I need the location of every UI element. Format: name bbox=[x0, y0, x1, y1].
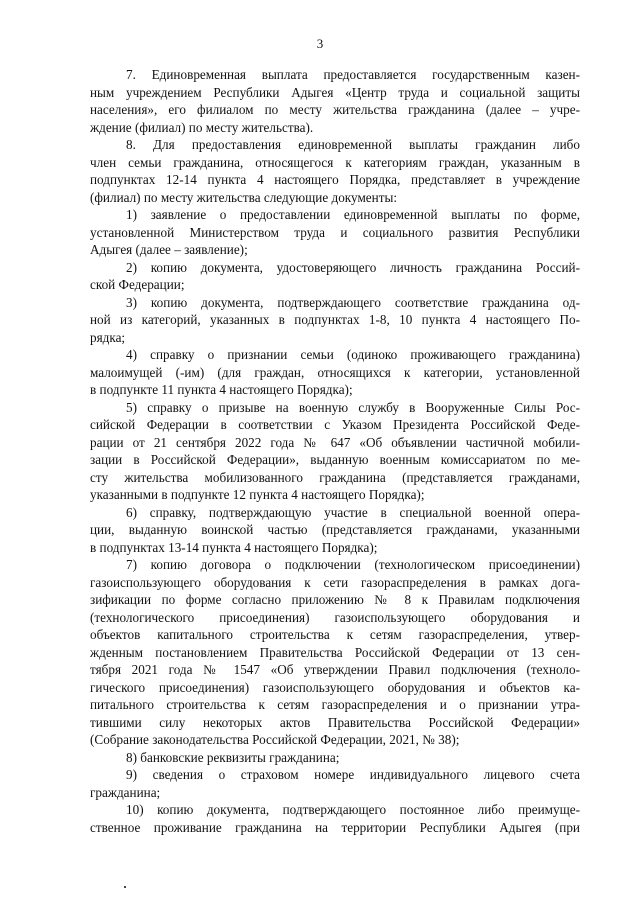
text-line: 7. Единовременная выплата предоставляется государственным казен- bbox=[126, 67, 580, 82]
text-line: тября 2021 года № 1547 «Об утверждении Правил подключения (техноло- bbox=[90, 662, 580, 677]
text-line: ждение (филиал) по месту жительства). bbox=[90, 119, 314, 135]
text-line: рядка; bbox=[90, 329, 126, 345]
text-line: ской Федерации; bbox=[90, 277, 185, 292]
text-line: Адыгея (далее – заявление); bbox=[90, 242, 248, 257]
text-line: (филиал) по месту жительства следующие документы: bbox=[90, 189, 397, 205]
text-line: населения», его филиалом по месту жительства гражданина (далее – учре- bbox=[90, 102, 580, 117]
text-line: член семьи гражданина, относящегося к категориям граждан, указанным в bbox=[90, 154, 580, 170]
text-line: питального строительства к сетям газораспределения и о признании утра- bbox=[90, 697, 580, 712]
text-line: ной из категорий, указанных в подпунктах 1-8, 10 пункта 4 настоящего По- bbox=[90, 312, 580, 327]
text-line: сийской Федерации в соответствии с Указом Президента Российской Феде- bbox=[90, 417, 580, 432]
text-line: ции, выданную воинской частью (представляется гражданами, указанными bbox=[90, 522, 580, 537]
text-line: газоиспользующего оборудования к сети газораспределения в рамках дога- bbox=[90, 574, 580, 590]
text-line: 3) копию документа, подтверждающего соответствие гражданина од- bbox=[126, 294, 580, 310]
page-number: 3 bbox=[316, 36, 324, 51]
text-line: установленной Министерством труда и социального развития Республики bbox=[90, 224, 580, 240]
text-line: в подпункте 11 пункта 4 настоящего Порядка); bbox=[90, 382, 353, 397]
text-line: (Собрание законодательства Российской Федерации, 2021, № 38); bbox=[90, 732, 460, 747]
text-line: 8. Для предоставления единовременной выплаты гражданин либо bbox=[126, 137, 580, 152]
text-line: 9) сведения о страховом номере индивидуального лицевого счета bbox=[126, 767, 580, 782]
text-line: ственное проживание гражданина на территории Республики Адыгея (при bbox=[90, 819, 580, 835]
text-line: 2) копию документа, удостоверяющего личность гражданина Россий- bbox=[126, 259, 580, 275]
scan-speck bbox=[124, 886, 126, 888]
text-line: подпунктах 12-14 пункта 4 настоящего Порядка, представляет в учреждение bbox=[90, 172, 580, 187]
text-line: тившими силу некоторых актов Правительства Российской Федерации» bbox=[90, 714, 580, 730]
text-line: сту жительства мобилизованного гражданина (представляется гражданами, bbox=[90, 469, 580, 485]
text-line: зификации по форме согласно приложению № 8 к Правилам подключения bbox=[90, 592, 580, 607]
text-line: указанными в подпункте 12 пункта 4 настоящего Порядка); bbox=[90, 487, 425, 502]
text-line: 4) справку о признании семьи (одиноко проживающего гражданина) bbox=[126, 347, 580, 362]
text-line: в подпунктах 13-14 пункта 4 настоящего Порядка); bbox=[90, 539, 378, 555]
text-line: рации от 21 сентября 2022 года № 647 «Об объявлении частичной мобили- bbox=[90, 434, 580, 450]
text-line: 5) справку о призыве на военную службу в Вооруженные Силы Рос- bbox=[126, 399, 580, 415]
text-line: зации в Российской Федерации», выданную военным комиссариатом по ме- bbox=[90, 452, 580, 467]
text-line: ным учреждением Республики Адыгея «Центр труда и социальной защиты bbox=[90, 84, 580, 100]
text-line: 6) справку, подтверждающую участие в специальной военной опера- bbox=[126, 504, 580, 520]
text-line: малоимущей (-им) (для граждан, относящихся к категории, установленной bbox=[90, 364, 580, 380]
text-line: (технологического присоединения) газоиспользующего оборудования и bbox=[90, 609, 580, 625]
text-line: объектов капитального строительства к сетям газораспределения, утвер- bbox=[90, 627, 580, 642]
text-line: 7) копию договора о подключении (технологическом присоединении) bbox=[126, 557, 580, 572]
text-line: 8) банковские реквизиты гражданина; bbox=[126, 749, 340, 765]
text-line: гражданина; bbox=[90, 784, 161, 800]
document-body bbox=[90, 66, 580, 836]
text-line: жденным постановлением Правительства Российской Федерации от 13 сен- bbox=[90, 644, 580, 660]
text-line: гического присоединения) газоиспользующего оборудования и объектов ка- bbox=[90, 679, 580, 695]
text-line: 10) копию документа, подтверждающего постоянное либо преимуще- bbox=[126, 802, 580, 817]
text-line: 1) заявление о предоставлении единовременной выплаты по форме, bbox=[126, 207, 580, 222]
